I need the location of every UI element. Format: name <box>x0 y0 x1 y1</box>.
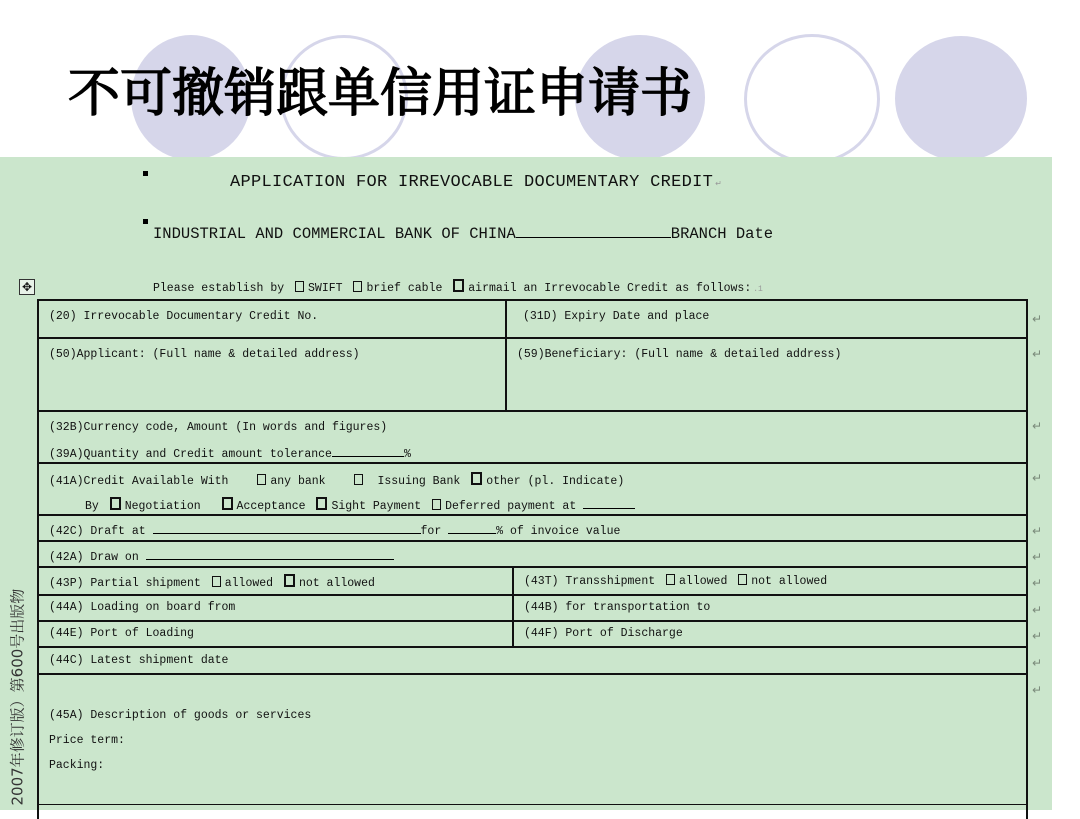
branch-blank[interactable] <box>516 225 671 238</box>
by-line: By Negotiation Acceptance Sight Payment Deferred payment at <box>85 496 635 513</box>
swift-checkbox[interactable] <box>295 281 304 292</box>
draft-at-blank[interactable] <box>153 521 421 534</box>
row-end-mark: ↵ <box>1032 603 1043 617</box>
field-50-applicant[interactable]: (50)Applicant: (Full name & detailed address) <box>49 348 360 361</box>
transship-not-allowed-checkbox[interactable] <box>738 574 747 585</box>
row-44c <box>39 648 1026 675</box>
side-note: 2007年修订版）第600号出版物 <box>8 588 27 806</box>
field-44e[interactable]: (44E) Port of Loading <box>49 627 194 640</box>
tolerance-blank[interactable] <box>332 444 404 457</box>
field-44a[interactable]: (44A) Loading on board from <box>49 601 236 614</box>
establish-prefix: Please establish by <box>153 282 285 295</box>
row-44a-44b <box>39 596 1026 622</box>
field-31d[interactable]: (31D) Expiry Date and place <box>505 301 1026 337</box>
decor-circle-4 <box>744 34 880 164</box>
row-end-mark: ↵ <box>1032 347 1043 361</box>
airmail-label: airmail <box>468 282 517 295</box>
swift-label: SWIFT <box>308 282 343 295</box>
row-42a <box>39 542 1026 568</box>
draft-percent-blank[interactable] <box>448 521 496 534</box>
bullet-1 <box>143 171 148 176</box>
bank-line <box>153 225 773 243</box>
draft-line: (42C) Draft at for % of invoice value <box>49 521 620 538</box>
field-32b-label: (32B)Currency code, Amount (In words and figures) <box>49 421 388 434</box>
field-39a-label: (39A)Quantity and Credit amount tolerance % <box>49 444 411 461</box>
sight-payment-checkbox[interactable] <box>316 497 327 510</box>
row-41a <box>39 464 1026 516</box>
field-20[interactable]: (20) Irrevocable Documentary Credit No. <box>49 310 319 323</box>
field-43p[interactable]: (43P) Partial shipment allowed not allowed <box>39 568 512 594</box>
field-44f[interactable]: (44F) Port of Discharge <box>512 622 1026 646</box>
row-45a <box>39 675 1026 805</box>
acceptance-checkbox[interactable] <box>222 497 233 510</box>
field-41a[interactable] <box>39 464 1026 514</box>
draw-on-line: (42A) Draw on <box>49 547 394 564</box>
row-end-mark: ↵ <box>1032 524 1043 538</box>
row-20-31d <box>39 301 1026 339</box>
row-42c <box>39 516 1026 542</box>
row-32b-39a <box>39 412 1026 464</box>
field-44c[interactable]: (44C) Latest shipment date <box>49 654 229 667</box>
field-42a[interactable] <box>39 542 1026 566</box>
field-45a[interactable] <box>39 675 1026 804</box>
row-end-mark: ↵ <box>1032 683 1043 697</box>
field-42c[interactable] <box>39 516 1026 540</box>
credit-available-line: (41A)Credit Available With any bank Issuing Bank other (pl. Indicate) <box>49 472 624 488</box>
brief-cable-checkbox[interactable] <box>353 281 362 292</box>
price-term-label: Price term: <box>49 734 125 747</box>
row-end-mark: ↵ <box>1032 419 1043 433</box>
any-bank-checkbox[interactable] <box>257 474 266 485</box>
bank-name: INDUSTRIAL AND COMMERCIAL BANK OF CHINA <box>153 225 516 243</box>
establish-suffix: an Irrevocable Credit as follows: <box>523 282 752 295</box>
row-50-59 <box>39 339 1026 412</box>
packing-label: Packing: <box>49 759 105 772</box>
issuing-bank-checkbox[interactable] <box>354 474 363 485</box>
partial-not-allowed-checkbox[interactable] <box>284 574 295 587</box>
row-end-mark: ↵ <box>1032 471 1043 485</box>
row-end-mark: ↵ <box>1032 576 1043 590</box>
row-end-mark: ↵ <box>1032 550 1043 564</box>
other-bank-checkbox[interactable] <box>471 472 482 485</box>
bullet-2 <box>143 219 148 224</box>
field-59-beneficiary[interactable]: (59)Beneficiary: (Full name & detailed address) <box>505 339 1026 410</box>
deferred-payment-checkbox[interactable] <box>432 499 441 510</box>
field-32b-39a[interactable] <box>39 412 1026 462</box>
airmail-checkbox[interactable] <box>453 279 464 292</box>
row-43p-43t <box>39 568 1026 596</box>
transship-allowed-checkbox[interactable] <box>666 574 675 585</box>
draw-on-blank[interactable] <box>146 547 394 560</box>
deferred-payment-blank[interactable] <box>583 496 635 509</box>
branch-date-label: BRANCH Date <box>670 225 774 243</box>
decor-circle-5 <box>895 36 1027 161</box>
row-end-mark: ↵ <box>1032 656 1043 670</box>
establish-line: Please establish by SWIFT brief cable airmail an Irrevocable Credit as follows: .1 <box>153 279 763 295</box>
field-44b[interactable]: (44B) for transportation to <box>512 596 1026 620</box>
row-44e-44f <box>39 622 1026 648</box>
row-end-mark: ↵ <box>1032 312 1043 326</box>
table-move-handle-icon[interactable]: ✥ <box>19 279 35 295</box>
lc-form-table <box>37 299 1028 819</box>
negotiation-checkbox[interactable] <box>110 497 121 510</box>
field-43t[interactable]: (43T) Transshipment allowed not allowed <box>512 568 1026 594</box>
brief-cable-label: brief cable <box>366 282 443 295</box>
row-end-mark: ↵ <box>1032 629 1043 643</box>
partial-allowed-checkbox[interactable] <box>212 576 221 587</box>
form-heading: APPLICATION FOR IRREVOCABLE DOCUMENTARY CREDIT ↵ <box>230 173 723 192</box>
slide-title: 不可撤销跟单信用证申请书 <box>68 64 693 124</box>
goods-description-label: (45A) Description of goods or services <box>49 709 312 722</box>
